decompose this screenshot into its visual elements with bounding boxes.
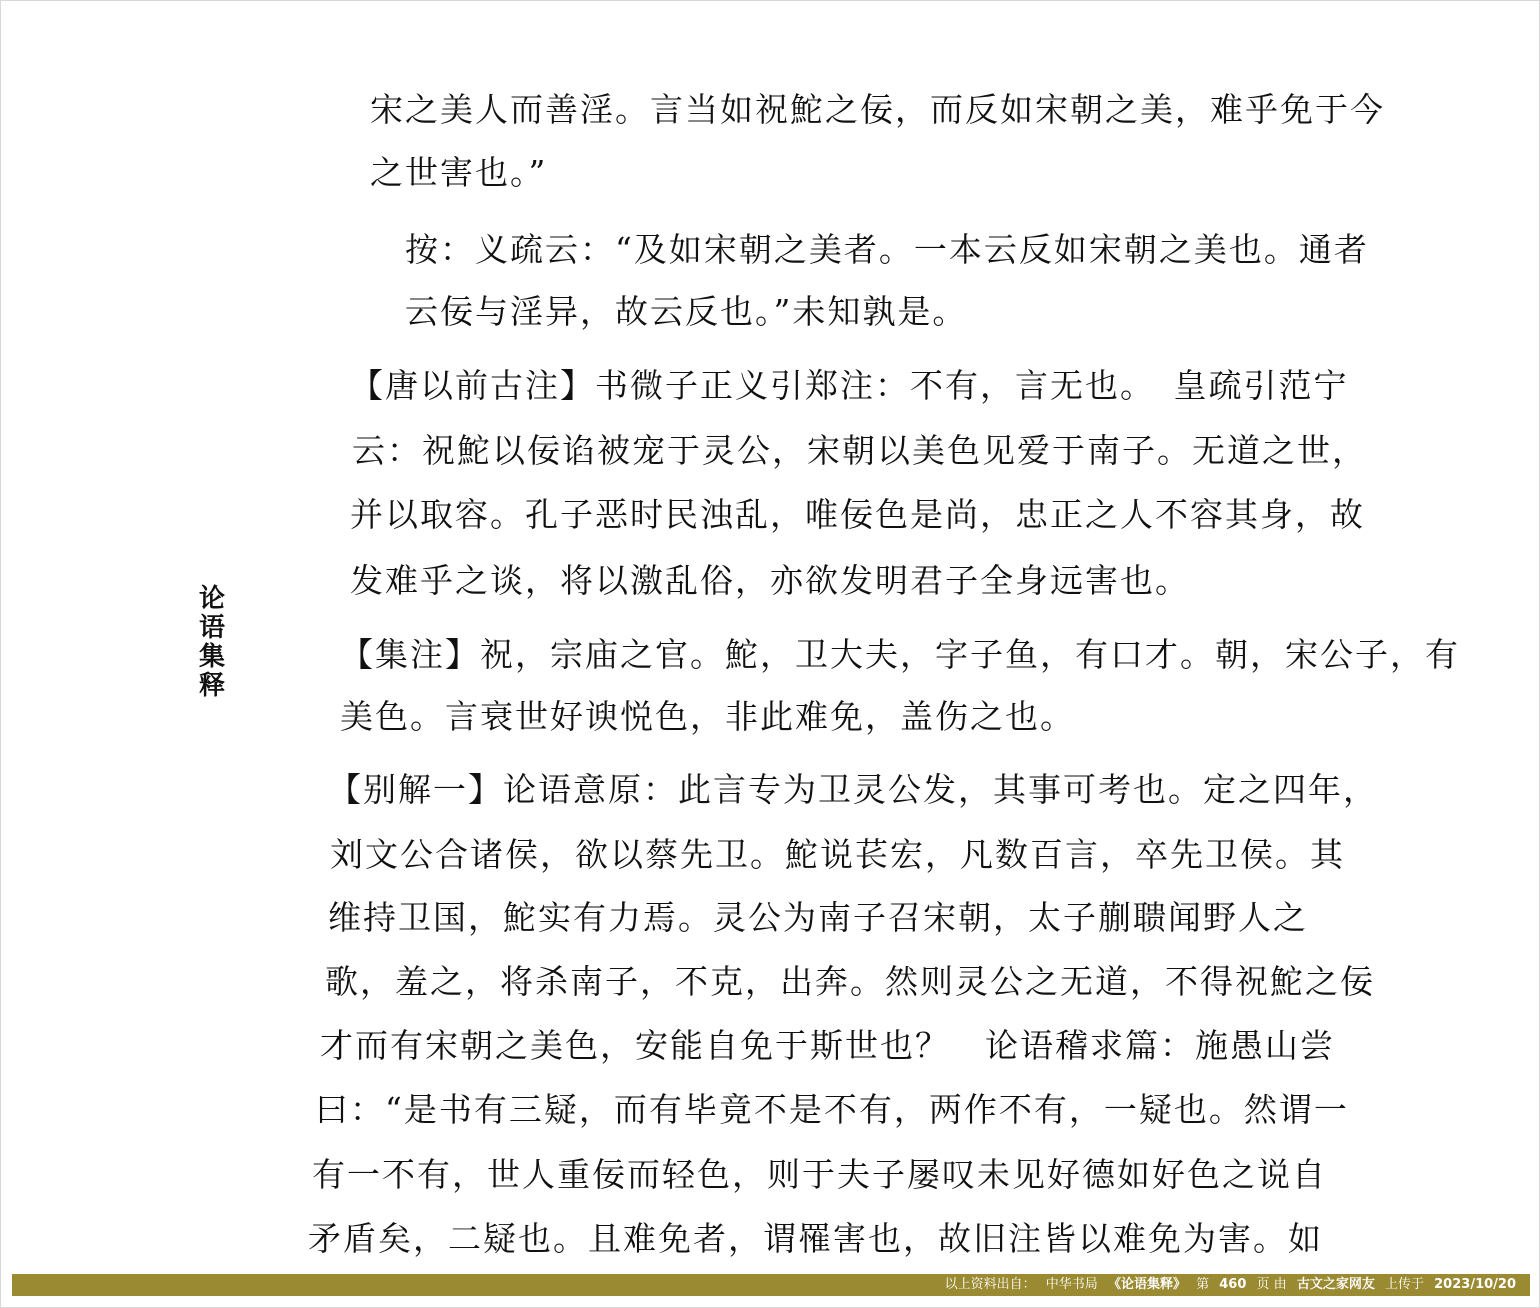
footer-page-number: 460 [1219, 1277, 1247, 1292]
text-line: 并以取容。孔子恶时民浊乱，唯佞色是尚，忠正之人不容其身，故 [350, 495, 1365, 534]
text-line: 才而有宋朝之美色，安能自免于斯世也？ 论语稽求篇：施愚山尝 [320, 1026, 1335, 1065]
text-line: 维持卫国，鮀实有力焉。灵公为南子召宋朝，太子蒯聩闻野人之 [328, 898, 1308, 937]
footer-page-suffix: 页 由 [1256, 1277, 1287, 1292]
text-line: 美色。言衰世好谀悦色，非此难免，盖伤之也。 [340, 697, 1075, 736]
text-line: 歌，羞之，将杀南子，不克，出奔。然则灵公之无道，不得祝鮀之佞 [325, 962, 1375, 1001]
text-line: 【别解一】论语意原：此言专为卫灵公发，其事可考也。定之四年， [328, 770, 1378, 809]
footer-date: 2023/10/20 [1434, 1277, 1516, 1292]
side-title [192, 585, 232, 701]
text-line: 云：祝鮀以佞谄被宠于灵公，宋朝以美色见爱于南子。无道之世， [352, 431, 1367, 470]
text-line: 按：义疏云：“及如宋朝之美者。一本云反如宋朝之美也。通者 [405, 230, 1369, 269]
footer-site: 古文之家网友 [1296, 1277, 1375, 1292]
source-footer [12, 1274, 1530, 1296]
text-line: 之世害也。” [370, 153, 548, 192]
side-title-char: 论 [198, 584, 225, 614]
footer-publisher: 中华书局 [1045, 1277, 1098, 1292]
text-line: 【唐以前古注】书微子正义引郑注：不有，言无也。 皇疏引范宁 [350, 366, 1349, 405]
text-line: 矛盾矣，二疑也。且难免者，谓罹害也，故旧注皆以难免为害。如 [308, 1219, 1323, 1258]
side-title-char: 释 [198, 671, 225, 701]
footer-page-prefix: 第 [1196, 1277, 1210, 1292]
side-title-char: 集 [198, 642, 225, 672]
text-line: 发难乎之谈，将以激乱俗，亦欲发明君子全身远害也。 [350, 561, 1190, 600]
footer-book: 《论语集释》 [1107, 1277, 1186, 1292]
footer-source-label: 以上资料出自： [944, 1277, 1036, 1292]
text-line: 曰：“是书有三疑，而有毕竟不是不有，两作不有，一疑也。然谓一 [315, 1090, 1349, 1129]
text-line: 有一不有，世人重佞而轻色，则于夫子屡叹未见好德如好色之说自 [312, 1155, 1327, 1194]
text-line: 宋之美人而善淫。言当如祝鮀之佞，而反如宋朝之美，难乎免于今 [370, 90, 1385, 129]
footer-upload-label: 上传于 [1384, 1277, 1424, 1292]
text-line: 云佞与淫异，故云反也。”未知孰是。 [405, 292, 968, 331]
text-line: 【集注】祝，宗庙之官。鮀，卫大夫，字子鱼，有口才。朝，宋公子，有 [340, 635, 1460, 674]
text-line: 刘文公合诸侯，欲以蔡先卫。鮀说苌宏，凡数百言，卒先卫侯。其 [330, 835, 1345, 874]
side-title-char: 语 [198, 613, 225, 643]
